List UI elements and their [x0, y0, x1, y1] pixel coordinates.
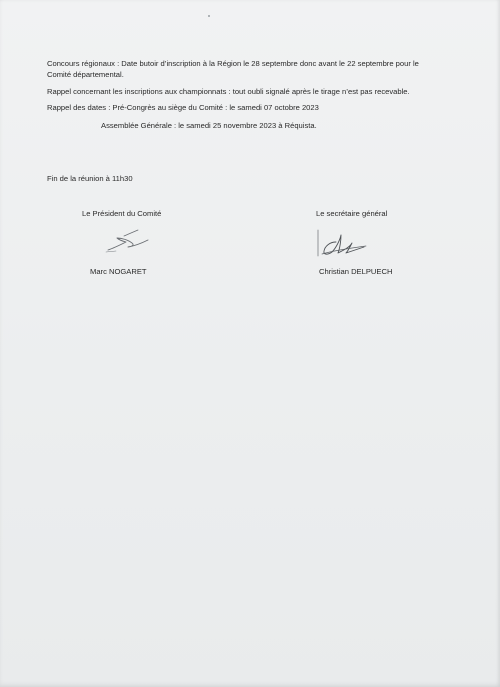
dates-line: Rappel des dates : Pré-Congrès au siège du Comité : le samedi 07 octobre 2023	[47, 103, 319, 112]
president-title: Le Président du Comité	[82, 209, 162, 218]
paper-speck	[208, 15, 210, 17]
concours-line-2: Comité départemental.	[47, 70, 124, 79]
president-name: Marc NOGARET	[90, 267, 147, 276]
secretary-signature	[314, 226, 370, 260]
secretary-title: Le secrétaire général	[316, 209, 388, 218]
secretary-name: Christian DELPUECH	[319, 267, 393, 276]
assemblee-line: Assemblée Générale : le samedi 25 novembre 2023 à Réquista.	[101, 121, 317, 130]
inscriptions-line: Rappel concernant les inscriptions aux championnats : tout oubli signalé après le tirage n’est pas recevable.	[47, 87, 410, 96]
concours-line-1: Concours régionaux : Date butoir d’inscription à la Région le 28 septembre donc avant le 22 septembre pour le	[47, 59, 419, 68]
meeting-end-line: Fin de la réunion à 11h30	[47, 174, 133, 183]
president-signature	[104, 228, 150, 254]
